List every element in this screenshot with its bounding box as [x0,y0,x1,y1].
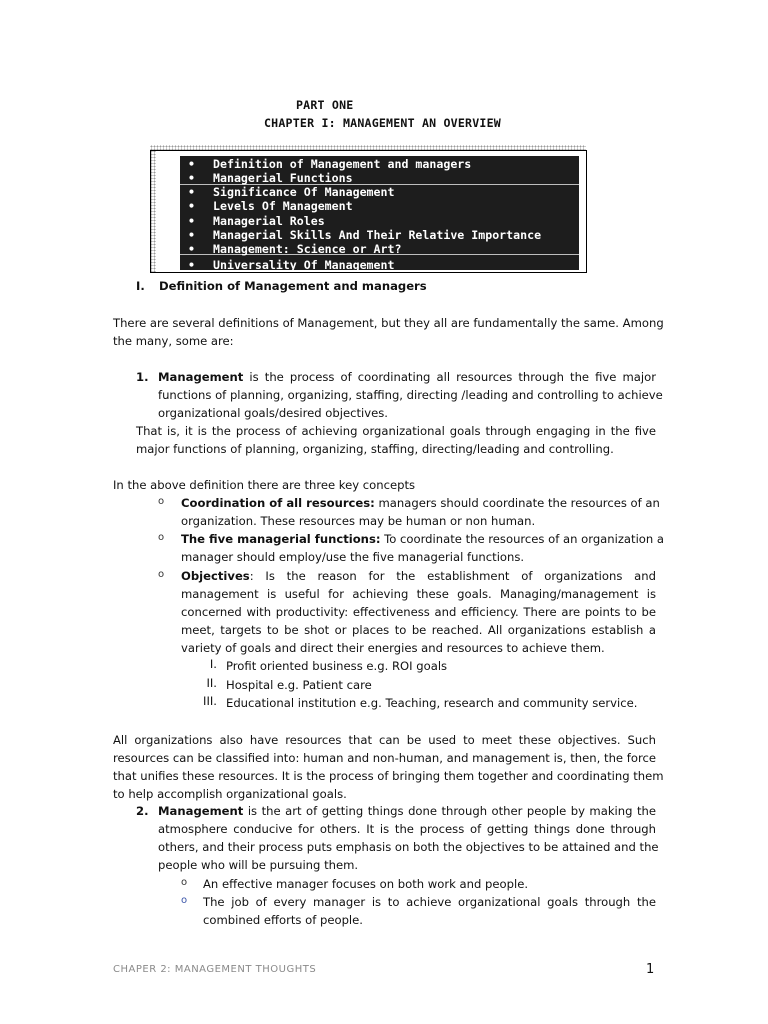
example-numeral: II. [206,676,217,690]
concept-term: The five managerial functions: [181,532,381,546]
definition-line: others, and their process puts emphasis on both the objectives to be attained and the [158,840,659,854]
page-number: 1 [646,962,655,977]
running-footer: CHAPER 2: MANAGEMENT THOUGHTS [113,964,317,975]
section-numeral: I. [136,279,145,293]
definition-number: 2. [136,804,149,818]
definition-line: people who will be pursuing them. [158,858,359,872]
example-text: Educational institution e.g. Teaching, research and community service. [226,696,638,710]
toc-item: • Significance Of Management [188,185,395,199]
definition-term: Management [158,804,244,818]
example-text: Hospital e.g. Patient care [226,678,372,692]
definition-line: Management is the art of getting things done through other people by making the [158,804,656,818]
example-numeral: I. [209,657,217,671]
toc-item: • Universality Of Management [188,258,395,272]
concepts-intro: In the above definition there are three key concepts [113,478,416,492]
bullet-text: combined efforts of people. [203,913,363,927]
concept-line: meet, targets to be shot or places to be reached. All organizations establish a [181,623,656,637]
example-numeral: III. [203,694,217,708]
concept-line: The five managerial functions: To coordinate the resources of an organization a [181,532,665,546]
definition-line: atmosphere conducive for others. It is the process of getting things done through [158,822,656,836]
concept-term: Coordination of all resources: [181,496,375,510]
resources-line: All organizations also have resources that can be used to meet these objectives. Such [113,733,656,747]
bullet-marker: o [181,877,188,888]
intro-line: There are several definitions of Management, but they all are fundamentally the same. Among [113,316,664,330]
concept-line: management is useful for achieving these goals. Managing/management is [181,587,656,601]
definition-line: Management is the process of coordinating all resources through the five major [158,370,656,384]
section-heading: Definition of Management and managers [159,279,427,293]
bullet-marker: o [158,496,165,507]
toc-item: • Management: Science or Art? [188,242,402,256]
concept-line: variety of goals and direct their energies and resources to achieve them. [181,641,605,655]
bullet-text: The job of every manager is to achieve organizational goals through the [203,895,656,909]
toc-item: • Managerial Skills And Their Relative Importance [188,228,542,242]
concept-line: manager should employ/use the five managerial functions. [181,550,525,564]
toc-item: • Managerial Roles [188,214,325,228]
bullet-marker: o [158,532,165,543]
part-title: PART ONE [296,98,354,112]
chapter-title: CHAPTER I: MANAGEMENT AN OVERVIEW [264,116,501,130]
concept-line: Coordination of all resources: managers should coordinate the resources of an [181,496,660,510]
bullet-text: An effective manager focuses on both work and people. [203,877,529,891]
toc-item: • Definition of Management and managers [188,157,472,171]
definition-line: functions of planning, organizing, staffing, directing /leading and controlling to achieve [158,388,663,402]
definition-line: That is, it is the process of achieving organizational goals through engaging in the five [136,424,656,438]
definition-line: organizational goals/desired objectives. [158,406,388,420]
resources-line: that unifies these resources. It is the process of bringing them together and coordinating them [113,769,664,783]
definition-term: Management [158,370,244,384]
resources-line: to help accomplish organizational goals. [113,787,347,801]
concept-line: Objectives: Is the reason for the establishment of organizations and [181,569,656,583]
bullet-marker: o [158,569,165,580]
concept-line: organization. These resources may be human or non human. [181,514,536,528]
intro-line: the many, some are: [113,334,234,348]
definition-number: 1. [136,370,149,384]
definition-line: major functions of planning, organizing, staffing, directing/leading and controlling. [136,442,614,456]
toc-item: • Managerial Functions [188,171,353,185]
concept-term: Objectives [181,569,250,583]
example-text: Profit oriented business e.g. ROI goals [226,659,448,673]
bullet-marker: o [181,895,188,906]
concept-line: concerned with productivity: effectiveness and efficiency. There are points to be [181,605,656,619]
resources-line: resources can be classified into: human and non-human, and management is, then, the force [113,751,656,765]
toc-item: • Levels Of Management [188,199,353,213]
